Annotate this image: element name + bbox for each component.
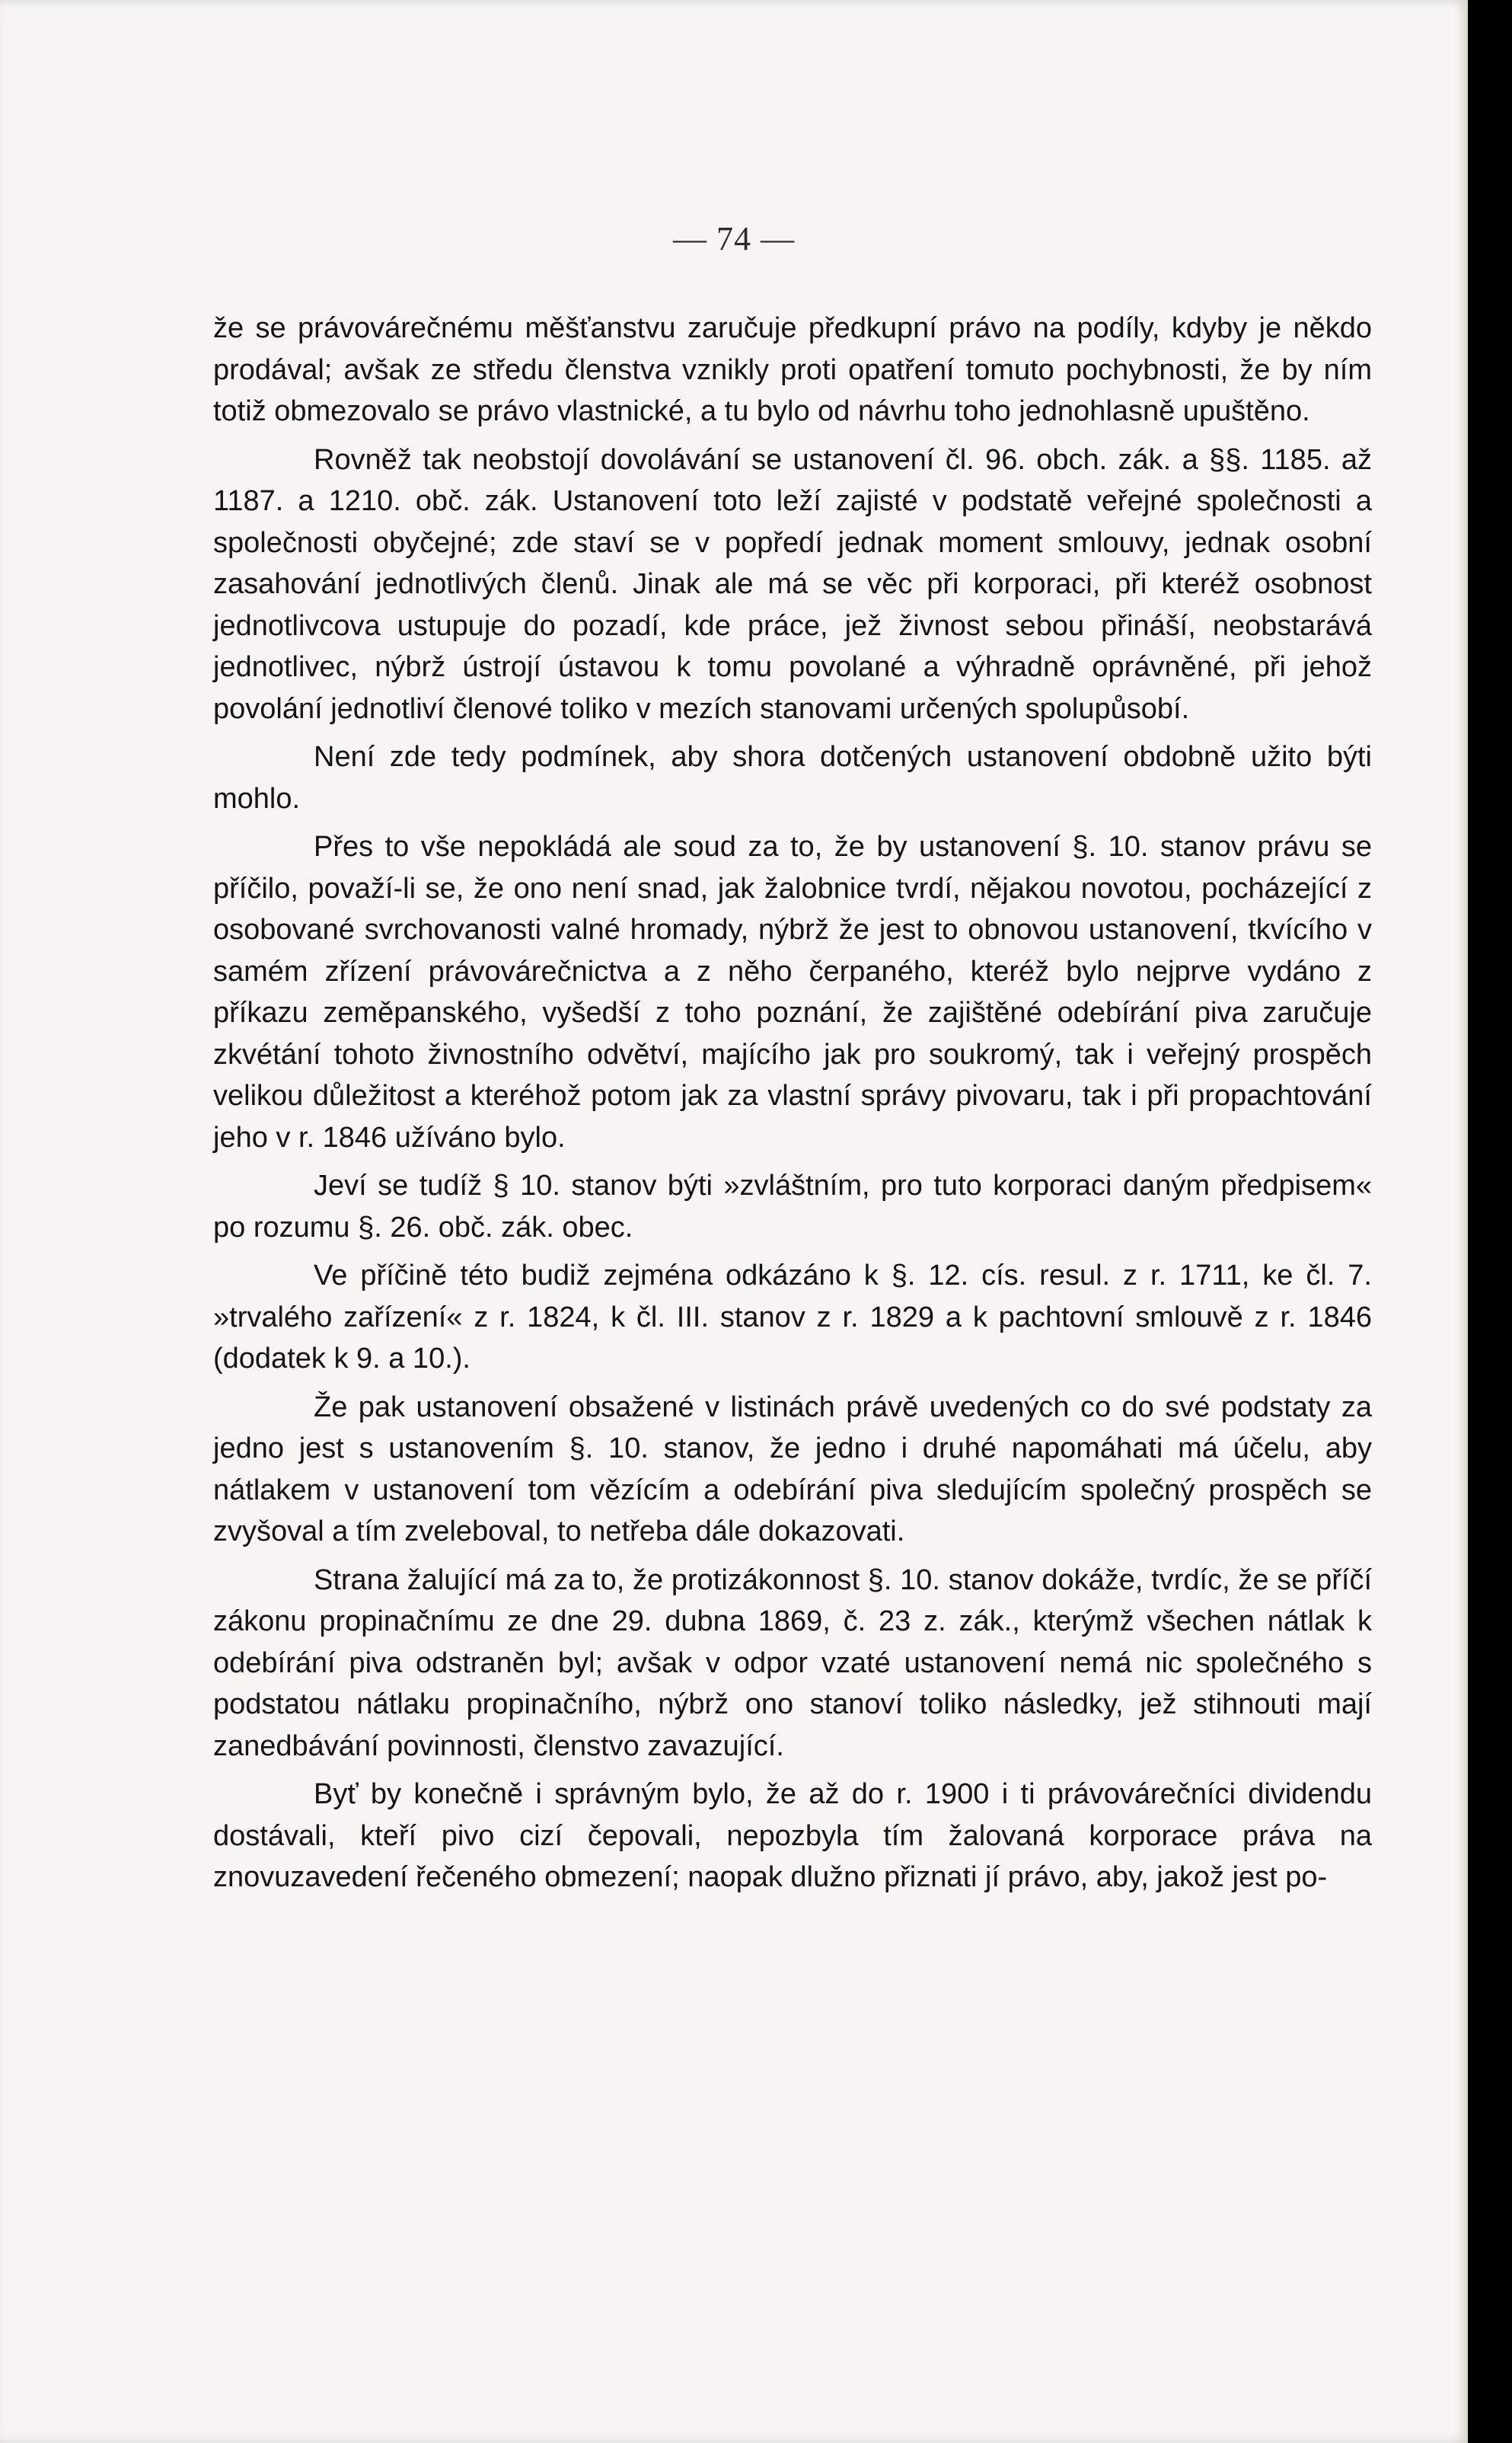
paragraph-3: Není zde tedy podmínek, aby shora dotčených ustanovení obdobně užito býti mohlo.	[213, 741, 1372, 815]
page-number: — 74 —	[673, 220, 795, 257]
paragraph-7: Že pak ustanovení obsažené v listinách právě uvedených co do své podstaty za jedno jest s ustanovením §. 10. stanov, že jedno i druhé napomáhati má účelu, aby nátlakem v ustanovení tom vězícím a odebírání piva sledujícím společný prospěch se zvyšoval a tím zveleboval, to netřeba dále dokazovati.	[213, 1391, 1372, 1547]
paragraph-2: Rovněž tak neobstojí dovolávání se ustanovení čl. 96. obch. zák. a §§. 1185. až 1187. a 1210. obč. zák. Ustanovení toto leží zajisté v podstatě veřejné společnosti a společnosti obyčejné; zde staví se v popředí jednak moment smlouvy, jednak osobní zasahování jednotlivých členů. Jinak ale má se věc při korporaci, při kteréž osobnost jednotlivcova ustupuje do pozadí, kde práce, jež živnost sebou přináší, neobstarává jednotlivec, nýbrž ústrojí ústavou k tomu povolané a výhradně oprávněné, při jehož povolání jednotliví členové toliko v mezích stanovami určených spolupůsobí.	[213, 443, 1372, 725]
paragraph-5: Jeví se tudíž § 10. stanov býti »zvláštním, pro tuto korporaci daným předpisem« po rozumu §. 26. obč. zák. obec.	[213, 1170, 1372, 1244]
text-body	[213, 308, 1372, 1905]
paragraph-4: Přes to vše nepokládá ale soud za to, že by ustanovení §. 10. stanov právu se příčilo, považí-li se, že ono není snad, jak žalobnice tvrdí, nějakou novotou, pocházející z osobované svrchovanosti valné hromady, nýbrž že jest to obnovou ustanovení, tkvícího v samém zřízení právovárečnictva a z něho čerpaného, kteréž bylo nejprve vydáno z příkazu zeměpanského, vyšedší z toho poznání, že zajištěné odebírání piva zaručuje zkvétání tohoto živnostního odvětví, majícího jak pro soukromý, tak i veřejný prospěch velikou důležitost a kteréhož potom jak za vlastní správy pivovaru, tak i při propachtování jeho v r. 1846 užíváno bylo.	[213, 831, 1372, 1154]
paragraph-8: Strana žalující má za to, že protizákonnost §. 10. stanov dokáže, tvrdíc, že se příčí zákonu propinačnímu ze dne 29. dubna 1869, č. 23 z. zák., kterýmž všechen nátlak k odebírání piva odstraněn byl; avšak v odpor vzaté ustanovení nemá nic společného s podstatou nátlaku propinačního, nýbrž ono stanoví toliko následky, jež stihnouti mají zanedbávání povinnosti, členstvo zavazující.	[213, 1563, 1372, 1762]
paragraph-9: Byť by konečně i správným bylo, že až do r. 1900 i ti právovárečníci dividendu dostávali, kteří pivo cizí čepovali, nepozbyla tím žalovaná korporace práva na znovuzavedení řečeného obmezení; naopak dlužno přiznati jí právo, aby, jakož jest po-	[213, 1778, 1372, 1893]
paragraph-1: že se právovárečnému měšťanstvu zaručuje předkupní právo na podíly, kdyby je někdo prodával; avšak ze středu členstva vznikly proti opatření tomuto pochybnosti, že by ním totiž obmezovalo se právo vlastnické, a tu bylo od návrhu toho jednohlasně upuštěno.	[213, 312, 1372, 427]
paragraph-6: Ve příčině této budiž zejména odkázáno k §. 12. cís. resul. z r. 1711, ke čl. 7. »trvalého zařízení« z r. 1824, k čl. III. stanov z r. 1829 a k pachtovní smlouvě z r. 1846 (dodatek k 9. a 10.).	[213, 1260, 1372, 1375]
